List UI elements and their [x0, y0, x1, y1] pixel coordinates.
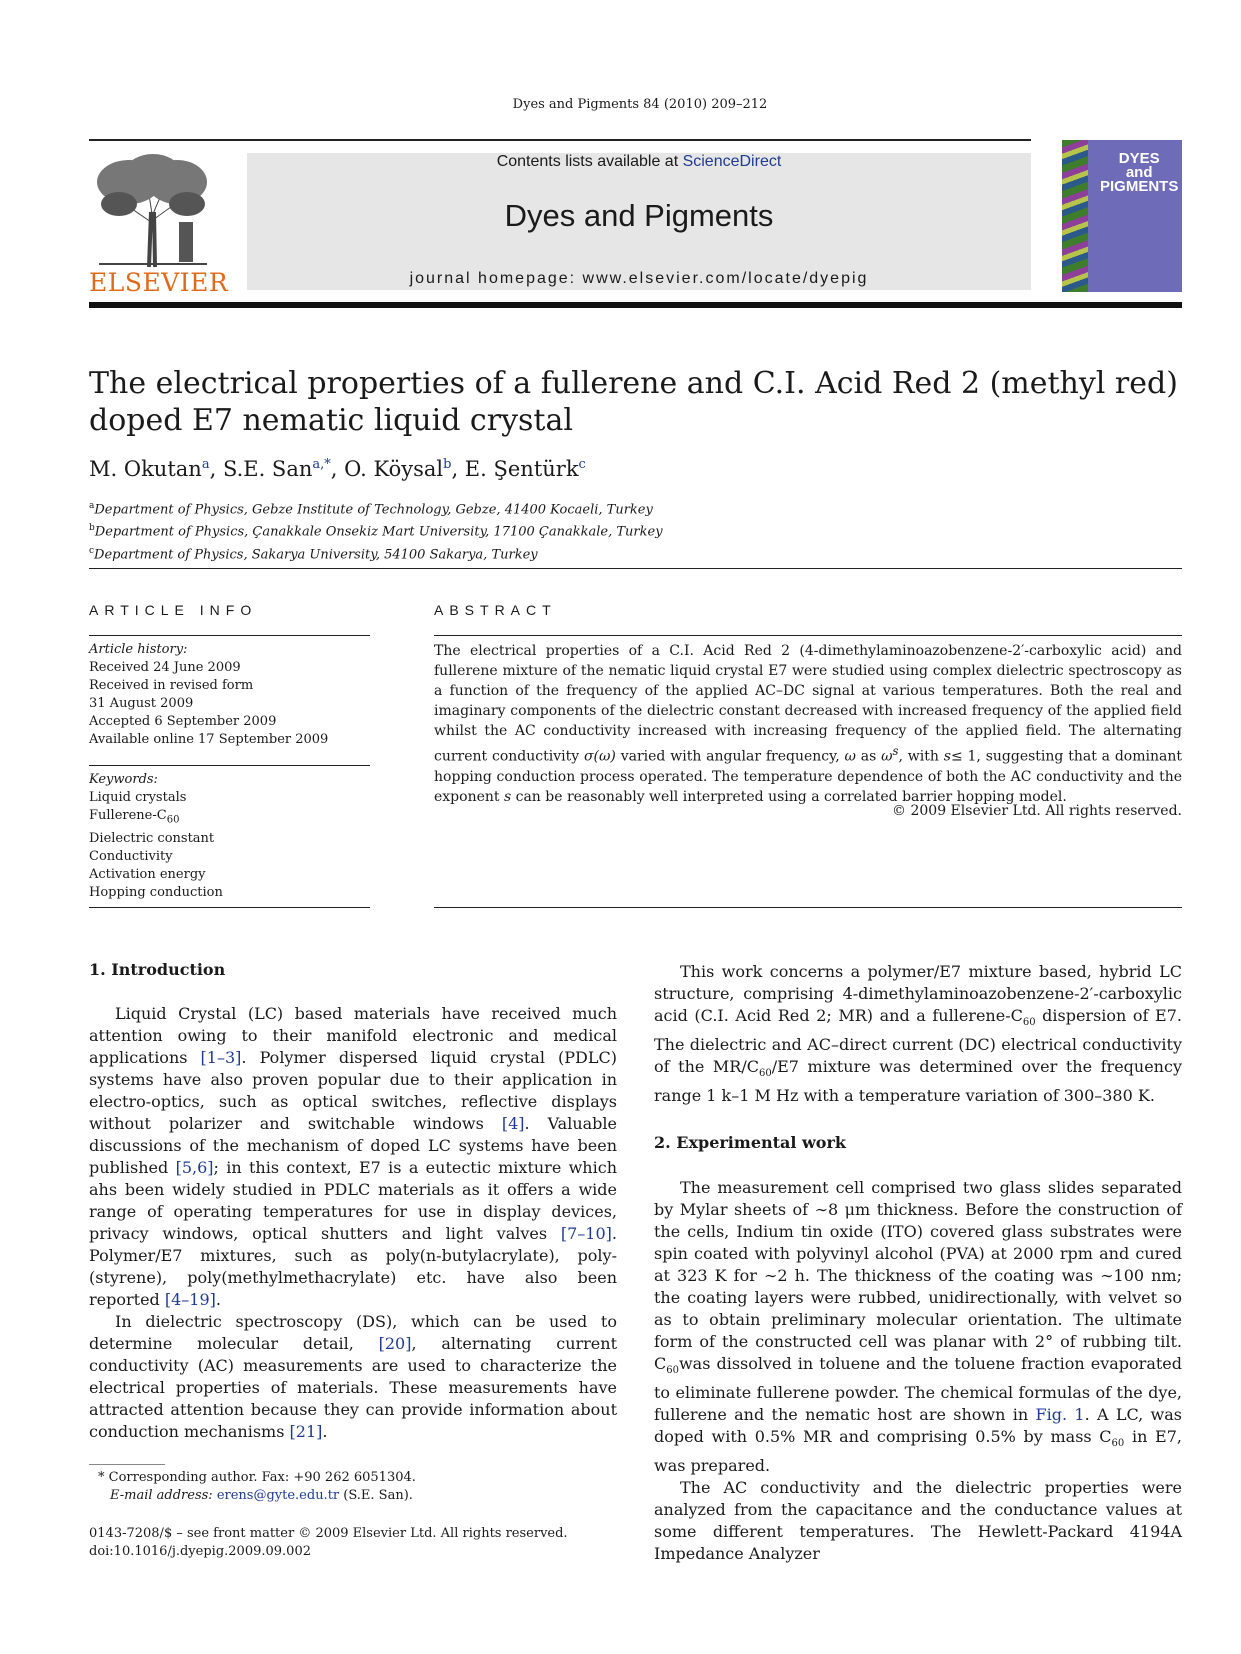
- history-item: 31 August 2009: [89, 696, 194, 711]
- section-divider: [89, 568, 1182, 569]
- cover-title: DYES and PIGMENTS: [1100, 150, 1179, 195]
- keyword: Hopping conduction: [89, 884, 223, 900]
- contents-line: [247, 153, 1031, 171]
- article-history: [89, 641, 328, 749]
- footnote: [98, 1469, 416, 1505]
- citation-link[interactable]: [5,6]: [175, 1158, 214, 1177]
- header-bottom-rule: [89, 302, 1182, 308]
- paragraph: In dielectric spectroscopy (DS), which can be used to determine molecular detail, [20], alternating current conductivity (AC) measurements are used to characterize the electrical properties of materials. These measurements have attracted attention because they can provide information about conduction mechanisms [21].: [89, 1312, 617, 1441]
- paragraph: This work concerns a polymer/E7 mixture based, hybrid LC structure, comprising 4-dimethylaminoazobenzene-2′-carboxylic acid (C.I. Acid Red 2; MR) and a fullerene-$C_{60}$ dispersion of E7. The dielectric and AC–direct current (DC) electrical conductivity of the $MR/C_{60}/E7$ mixture was determined over the frequency range 1 k–1 M Hz with a temperature variation of 300–380 K.: [654, 962, 1183, 1106]
- author-affiliation-mark[interactable]: c: [578, 457, 586, 472]
- cover-art-strip: [1062, 140, 1088, 292]
- history-item: Accepted 6 September 2009: [89, 714, 277, 729]
- header-top-rule: [89, 139, 1031, 141]
- history-item: Received 24 June 2009: [89, 660, 241, 675]
- front-matter: [89, 1525, 568, 1561]
- abstract-heading: ABSTRACT: [434, 602, 557, 618]
- divider: [89, 635, 370, 636]
- introduction-body: [89, 1003, 617, 1443]
- publisher-wordmark: ELSEVIER: [89, 268, 229, 297]
- divider: [434, 635, 1182, 636]
- introduction-heading: 1. Introduction: [89, 960, 226, 979]
- citation-link[interactable]: [4–19]: [164, 1290, 216, 1309]
- author-name: M. Okutan: [89, 457, 202, 481]
- author-affiliation-mark[interactable]: b: [443, 457, 452, 472]
- citation-link[interactable]: [4]: [501, 1114, 525, 1133]
- divider: [89, 765, 370, 766]
- abstract-copyright: © 2009 Elsevier Ltd. All rights reserved.: [892, 803, 1182, 819]
- divider: [89, 907, 370, 908]
- author-name: O. Köysal: [344, 457, 444, 481]
- affiliation: $^c$Department of Physics, Sakarya University, 54100 Sakarya, Turkey: [89, 545, 538, 562]
- keyword: Liquid crystals: [89, 790, 187, 805]
- history-label: Article history:: [89, 642, 188, 657]
- contents-prefix: Contents lists available at: [496, 153, 683, 170]
- author-affiliation-mark[interactable]: a: [201, 457, 210, 472]
- footnote-rule: [89, 1464, 165, 1465]
- article-info-heading: ARTICLE INFO: [89, 602, 258, 618]
- author-affiliation-mark[interactable]: a,*: [312, 457, 331, 472]
- figure-link[interactable]: Fig. 1: [1035, 1405, 1085, 1425]
- affiliation: $^a$Department of Physics, Gebze Institute of Technology, Gebze, 41400 Kocaeli, Turkey: [89, 501, 653, 518]
- citation-link[interactable]: [20]: [378, 1334, 412, 1353]
- sciencedirect-link[interactable]: ScienceDirect: [682, 153, 782, 170]
- keyword: Activation energy: [89, 866, 206, 882]
- paragraph: Liquid Crystal (LC) based materials have received much attention owing to their manifold electronic and medical applications [1–3]. Polymer dispersed liquid crystal (PDLC) systems have also proven popular due to their application in electro-optics, such as optical switches, reflective displays without polarizer and switchable windows [4]. Valuable discussions of the mechanism of doped LC systems have been published [5,6]; in this context, E7 is a eutectic mixture which ahs been widely studied in PDLC materials as it offers a wide range of operating temperatures for use in display devices, privacy windows, optical shutters and light valves [7–10]. Polymer/E7 mixtures, such as poly(n-butylacrylate), poly-(styrene), poly(methylmethacrylate) etc. have also been reported [4–19].: [89, 1004, 617, 1309]
- journal-title: Dyes and Pigments: [504, 198, 774, 233]
- email-link[interactable]: erens@gyte.edu.tr: [216, 1488, 340, 1503]
- introduction-continued: [654, 961, 1182, 1107]
- journal-cover-thumbnail: [1062, 140, 1182, 292]
- citation-link[interactable]: [21]: [289, 1422, 323, 1441]
- divider: [434, 907, 1182, 908]
- author-name: S.E. San: [222, 457, 313, 481]
- experimental-body: [654, 1177, 1182, 1565]
- author-name: E. Şentürk: [464, 457, 579, 481]
- citation-link[interactable]: [1–3]: [200, 1048, 242, 1067]
- issn-line: 0143-7208/$ – see front matter © 2009 Elsevier Ltd. All rights reserved.: [89, 1526, 568, 1541]
- keywords: [89, 771, 223, 902]
- paragraph: The measurement cell comprised two glass slides separated by Mylar sheets of ∼8 μm thickness. Before the construction of the cells, Indium tin oxide (ITO) covered glass substrates were spin coated with polyvinyl alcohol (PVA) at 2000 rpm and cured at 323 K for ∼2 h. The thickness of the coating was ∼100 nm; the coating layers were rubbed, unidirectionally, with velvet so as to obtain preliminary molecular orientation. The ultimate form of the constructed cell was planar with 2° of rubbing tilt. $C_{60}was$ dissolved in toluene and the toluene fraction evaporated to eliminate fullerene powder. The chemical formulas of the dye, fullerene and the nematic host are shown in Fig. 1. A LC, was doped with 0.5% MR and comprising 0.5% by mass $C_{60}$ in E7, was prepared.: [654, 1178, 1183, 1476]
- affiliation: $^b$Department of Physics, Çanakkale Onsekiz Mart University, 17100 Çanakkale, Turkey: [89, 523, 663, 540]
- keywords-label: Keywords:: [89, 772, 158, 787]
- keyword: Conductivity: [89, 848, 173, 864]
- doi-line[interactable]: doi:10.1016/j.dyepig.2009.09.002: [89, 1544, 311, 1559]
- paragraph: The AC conductivity and the dielectric properties were analyzed from the capacitance and the conductance values at some different temperatures. The Hewlett-Packard 4194A Impedance Analyzer: [654, 1478, 1182, 1564]
- history-item: Available online 17 September 2009: [89, 732, 329, 747]
- author-list: M. Okutan$^a$, S.E. San$^{a,*}$, O. Köysal$^b$, E. Şentürk$^c$: [89, 457, 586, 481]
- abstract-text: The electrical properties of a C.I. Acid Red 2 (4-dimethylaminoazobenzene-2′-carboxylic acid) and fullerene mixture of the nematic liquid crystal E7 were studied using complex dielectric spectroscopy as a function of the frequency of the applied AC–DC signal at various temperatures. Both the real and imaginary components of the dielectric constant decreased with increased frequency of the applied field whilst the AC conductivity increased with increasing frequency of the applied field. The alternating current conductivity σ(ω) varied with angular frequency, ω as $\omega^s$, with s≤ 1, suggesting that a dominant hopping conduction process operated. The temperature dependence of both the AC conductivity and the exponent s can be reasonably well interpreted using a correlated barrier hopping model.: [434, 643, 1182, 805]
- corresponding-author: * Corresponding author. Fax: +90 262 6051304.: [98, 1470, 416, 1485]
- keyword: Dielectric constant: [89, 830, 215, 846]
- experimental-heading: 2. Experimental work: [654, 1133, 846, 1152]
- email-line: E-mail address: erens@gyte.edu.tr (S.E. San).: [110, 1488, 413, 1503]
- history-item: Received in revised form: [89, 678, 254, 693]
- article-title: The electrical properties of a fullerene and C.I. Acid Red 2 (methyl red) doped E7 nematic liquid crystal: [89, 366, 1178, 438]
- journal-reference: Dyes and Pigments 84 (2010) 209–212: [512, 97, 768, 112]
- affiliations: [89, 497, 663, 564]
- journal-homepage[interactable]: journal homepage: www.elsevier.com/locate/dyepig: [409, 270, 869, 287]
- citation-link[interactable]: [7–10]: [560, 1224, 612, 1243]
- keyword: Fullerene-$C_{60}$: [89, 808, 180, 826]
